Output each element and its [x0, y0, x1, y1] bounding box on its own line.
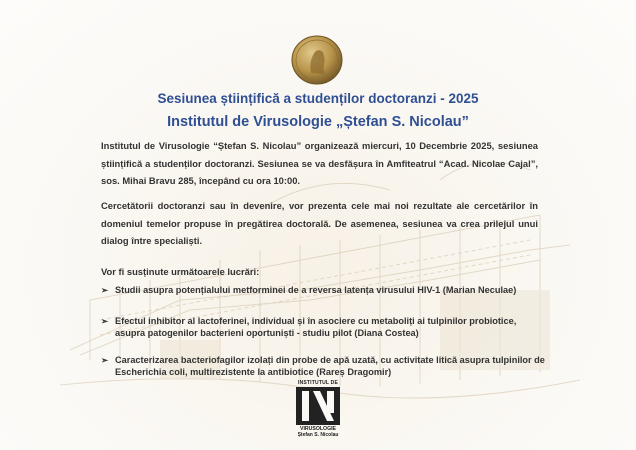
medal-portrait-icon [289, 35, 345, 85]
session-title: Sesiunea științifică a studenților doctoranzi - 2025 [157, 91, 479, 106]
list-item [101, 284, 546, 296]
arrow-bullet-icon: ➢ [101, 355, 109, 365]
logo-bottom-text: VIRUSOLOGIE [299, 426, 337, 432]
arrow-bullet-icon: ➢ [101, 285, 109, 295]
intro-paragraph: Institutul de Virusologie “Ștefan S. Nicolau” organizează miercuri, 10 Decembrie 2025, sesiunea științifică a studenților doctoranzi. Sesiunea se va desfășura în Amfiteatrul “Acad. Nicolae Cajal”, sos. Mihai Bravu 285, începând cu ora 10:00. [101, 140, 538, 186]
description-paragraph: Cercetătorii doctoranzi sau în devenire, vor prezenta cele mai noi rezultate ale cercetărilor în domeniul temelor propuse în pregătirea doctorală. De asemenea, sesiunea va crea prilejul unui dialog între specialiști. [101, 200, 538, 246]
arrow-bullet-icon: ➢ [101, 316, 109, 326]
list-item [101, 315, 546, 339]
institute-title: Institutul de Virusologie „Ștefan S. Nicolau” [167, 114, 469, 130]
papers-list-heading: Vor fi susținute următoarele lucrări: [101, 266, 260, 277]
list-item [101, 354, 546, 378]
list-item-text: Caracterizarea bacteriofagilor izolați din probe de apă uzată, cu activitate litică asupra tulpinilor de Escherichia coli, multirezistente la antibiotice (Rareș Dragomir) [115, 355, 545, 377]
logo-top-text: INSTITUTUL DE [297, 380, 338, 386]
logo-iv-icon [296, 387, 340, 425]
institute-logo [287, 380, 349, 444]
logo-signature: Ștefan S. Nicolau [297, 432, 339, 438]
list-item-text: Studii asupra potențialului metforminei de a reversa latența virusului HIV-1 (Marian Neculae) [115, 285, 517, 295]
list-item-text: Efectul inhibitor al lactoferinei, individual și în asociere cu metaboliți ai tulpinilor probiotice, asupra patogenilor bacterieni oportuniști - studiu pilot (Diana Costea) [115, 316, 517, 338]
